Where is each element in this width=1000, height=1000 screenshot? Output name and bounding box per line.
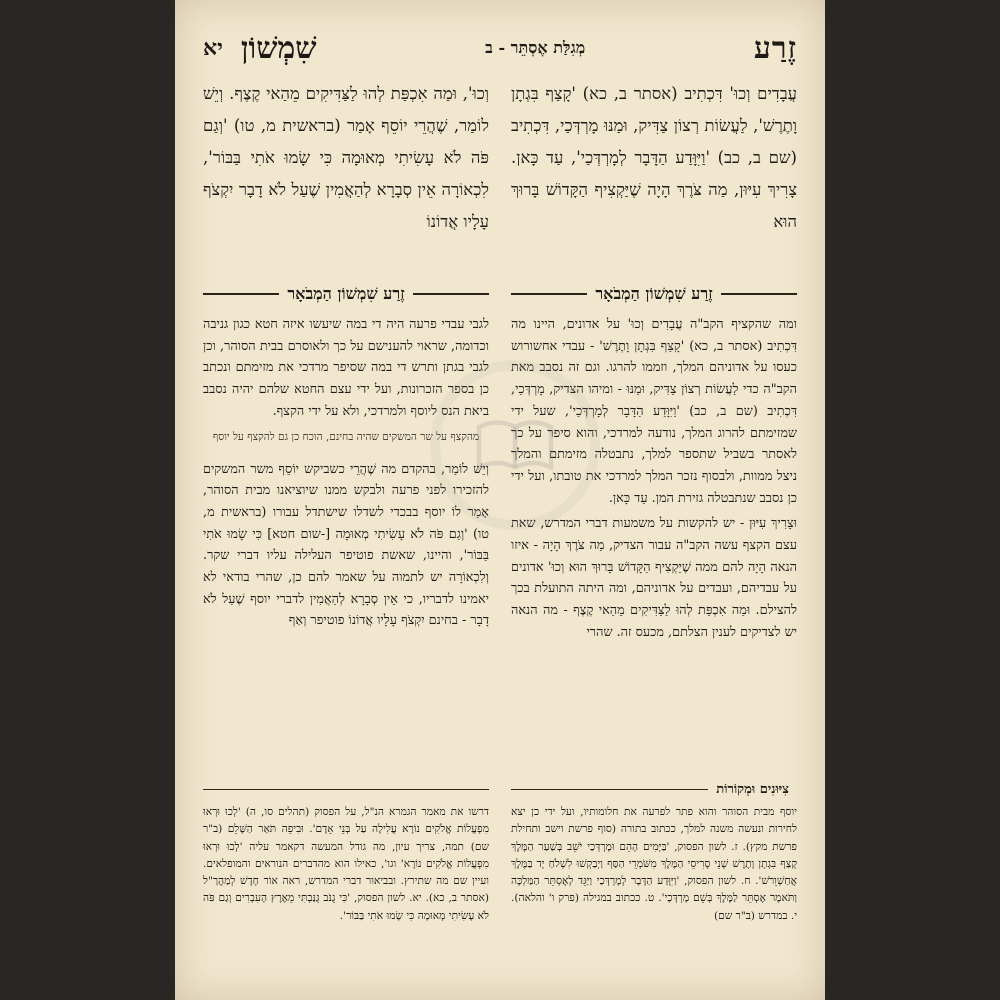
running-header [203,28,797,68]
sources-title-group [511,778,797,800]
sources-rule-left [203,778,489,800]
commentary-left-column [203,314,489,766]
sources-title: צִיּוּנִים וּמְקוֹרוֹת [716,782,789,797]
commentary-paragraph: ומה שהקציף הקב"ה עֲבָדִים וְכוּ' על אדונים, היינו מה דִּכְתִיב (אסתר ב, כא) 'קָצַף בִּגְתָן וָתֶרֶשׁ' - עבדי אחשורוש כעסו על אדוניהם המלך, וזממו להרגו. וגם זה נסבב מאת הקב"ה כדי לַעֲשׂוֹת רְצוֹן צַדִּיק, וּמַנּוּ - ומיהו הצדיק, מָרְדְּכַי, דִּכְתִיב (שם ב, כב) 'וַיִּוָּדַע הַדָּבָר לְמָרְדְּכַי', שעל ידי שמזימתם להרוג המלך, נודעה למרדכי, והוא סיפר על כך לאסתר בשביל שתספר למלך, נתבטלה מזימתם והמלך ניצל ממוות, ולבסוף נזכר המלך למרדכי את טובתו, ועל ידי כן נסבב שנתבטלה גזירת המן. עַד כָּאן. [511,317,797,506]
main-text [203,78,797,274]
footnotes-right-column: יוסף מבית הסוהר והוא פתר לפרעה את חלומותיו, ועל ידי כן יצא לחירות ונעשה משנה למלך, ככתוב בתורה (סוף פרשת וישב ותחילת פרשת מקץ). ז. לשון הפסוק, 'בַּיָּמִים הָהֵם וּמָרְדְּכַי יֹשֵׁב בְּשַׁעַר הַמֶּלֶךְ קָצַף בִּגְתָן וָתֶרֶשׁ שְׁנֵי סָרִיסֵי הַמֶּלֶךְ מִשֹּׁמְרֵי הַסַּף וַיְבַקְשׁוּ לִשְׁלֹחַ יָד בַּמֶּלֶךְ אֲחַשְׁוֵרֹשׁ'. ח. לשון הפסוק, 'וַיִּוָּדַע הַדָּבָר לְמָרְדְּכַי וַיַּגֵּד לְאֶסְתֵּר הַמַּלְכָּה וַתֹּאמֶר אֶסְתֵּר לַמֶּלֶךְ בְּשֵׁם מָרְדְּכָי'. ט. ככתוב במגילה (פרק ו' והלאה). י. במדרש (ב"ר שם) [511,806,797,922]
banner-left-title: זֶרַע שִׁמְשׁוֹן הַמְבֹאָר [287,284,405,303]
header-left-group [203,31,317,66]
banner-right-title: זֶרַע שִׁמְשׁוֹן הַמְבֹאָר [595,284,713,303]
commentary-paragraph: וְיֵשׁ לוֹמַר, בהקדם מה שֶׁהֲרֵי כשביקש יוֹסֵף משר המשקים להזכירו לפני פרעה ולבקש ממנו שיוציאנו מבית הסוהר, אָמַר לוֹ יוסף בבכדי לשדלו שישתדל עבורו (בראשית מ, טו) 'וְגַם פֹּה לֹא עָשִׂיתִי מְאוּמָה [-שום חטא] כִּי שָׂמוּ אֹתִי בַּבּוֹר', והיינו, שאשת פוטיפר העלילה עליו דברי שקר. וְלִכְאוֹרָה יש לתמוה על שאמר להם כן, שהרי בודאי לא יאמינו לדבריו, כי אֵין סְבָרָא לְהַאֲמִין לדברי יוסף שֶׁעַל לֹא דָבָר - בחינם יִקְצֹף עָלָיו אֲדוֹנוֹ פוטיפר וְאַף [203,461,489,629]
page-number: יא [203,35,223,61]
commentary-paragraph: וּצָרִיךְ עִיּוּן - יש להקשות על משמעות דברי המדרש, שאת עצם הקצף עשה הקב"ה עבור הצדיק, מַה צֹּרֶךְ הָיָה - איזו הנאה הָיָה להם ממה שֶׁיַּקְצִיף הַקָּדוֹשׁ בָּרוּךְ הוּא וְכוּ' אדונים על עבדיהם, ועבדים על אדוניהם, ומה היתה התועלת בכך להצילם. וּמַה אִכְפַּת לְהוּ לַצַּדִּיקִים מֵהַאי קֶצֶף - מה הנאה יש לצדיקים לענין הצלתם, מכעס זה. שהרי [511,516,797,640]
main-text-right-column: עֲבָדִים וְכוּ' דִּכְתִיב (אסתר ב, כא) 'קָצַף בִּגְתָן וָתֶרֶשׁ', לַעֲשׂוֹת רְצוֹן צַדִּיק, וּמַנּוּ מָרְדְּכַי, דִּכְתִיב (שם ב, כב) 'וַיִּוָּדַע הַדָּבָר לְמָרְדְּכַי', עַד כָּאן. צָרִיךְ עִיּוּן, מַה צֹּרֶךְ הָיָה שֶׁיַּקְצִיף הַקָּדוֹשׁ בָּרוּךְ הוּא [511,84,797,231]
banner-left [203,280,489,308]
book-page [175,0,825,1000]
header-title-right: זֶרַע [753,30,797,66]
sources-divider [203,778,797,800]
banner-right [511,280,797,308]
side-heading-note: מהקצף על שר המשקים שהיה בחינם, הוכח כן גם להקצף על יוסף [212,430,480,443]
footnotes [203,804,797,984]
footnotes-left-column: דרשו את מאמר הגמרא הנ"ל, על הפסוק (תהלים סו, ה) 'לְכוּ וּרְאוּ מִפְעֲלוֹת אֱלֹקִים נוֹרָא עֲלִילָה עַל בְּנֵי אָדָם'. וּבִיפֵה תֹּאַר הַשָּׁלֵם (ב"ר שם) תמה, צריך עיון, מה גודל המעשה דקאמר עליה 'לְכוּ וּרְאוּ מִפְעֲלוֹת אֱלֹקִים נוֹרָא' וגו', כאילו הוא מהדברים הנוראים והמופלאים. ועיין שם מה שתירץ. ובביאור דברי המדרש, ראה אוֹר חָדָשׁ לְמַהֲרַ"ל (אסתר ב, כא). יא. לשון הפסוק, 'כִּי גֻנֹּב גֻּנַּבְתִּי מֵאֶרֶץ הָעִבְרִים וְגַם פֹּה לֹא עָשִׂיתִי מְאוּמָה כִּי שָׂמוּ אֹתִי בַּבּוֹר'. [203,806,489,922]
commentary-banner [203,280,797,308]
watermark-logo [430,360,600,530]
commentary-paragraph: לגבי עבדי פרעה היה די במה שיעשו איזה חטא כגון גניבה וכדומה, שראוי להענישם על כך ולאוסרם בבית הסוהר, וכן לגבי בגתן ותרש די במה שסיפר מרדכי את מזימתם ונכתב כן בספר הזכרונות, ועל ידי עצם החטא שלהם יהיה נסבב ביאת הנס ליוסף ולמרדכי, ולא על ידי הקצף. [203,317,489,419]
header-title-left: שִׁמְשׁוֹן [240,30,317,66]
main-text-left-column: וְכוּ', וּמַה אִכְפַּת לְהוּ לַצַּדִּיקִים מֵהַאי קֶצֶף. וְיֵשׁ לוֹמַר, שֶׁהֲרֵי יוֹסֵף אָמַר (בראשית מ, טו) 'וְגַם פֹּה לֹא עָשִׂיתִי מְאוּמָה כִּי שָׂמוּ אֹתִי בַּבּוֹר', לִכְאוֹרָה אֵין סְבָרָא לְהַאֲמִין שֶׁעַל לֹא דָבָר יִקְצֹף עָלָיו אֲדוֹנוֹ [203,84,489,231]
header-chapter: מְגִלַּת אֶסְתֵּר - ב [485,38,586,57]
book-icon [470,400,560,490]
